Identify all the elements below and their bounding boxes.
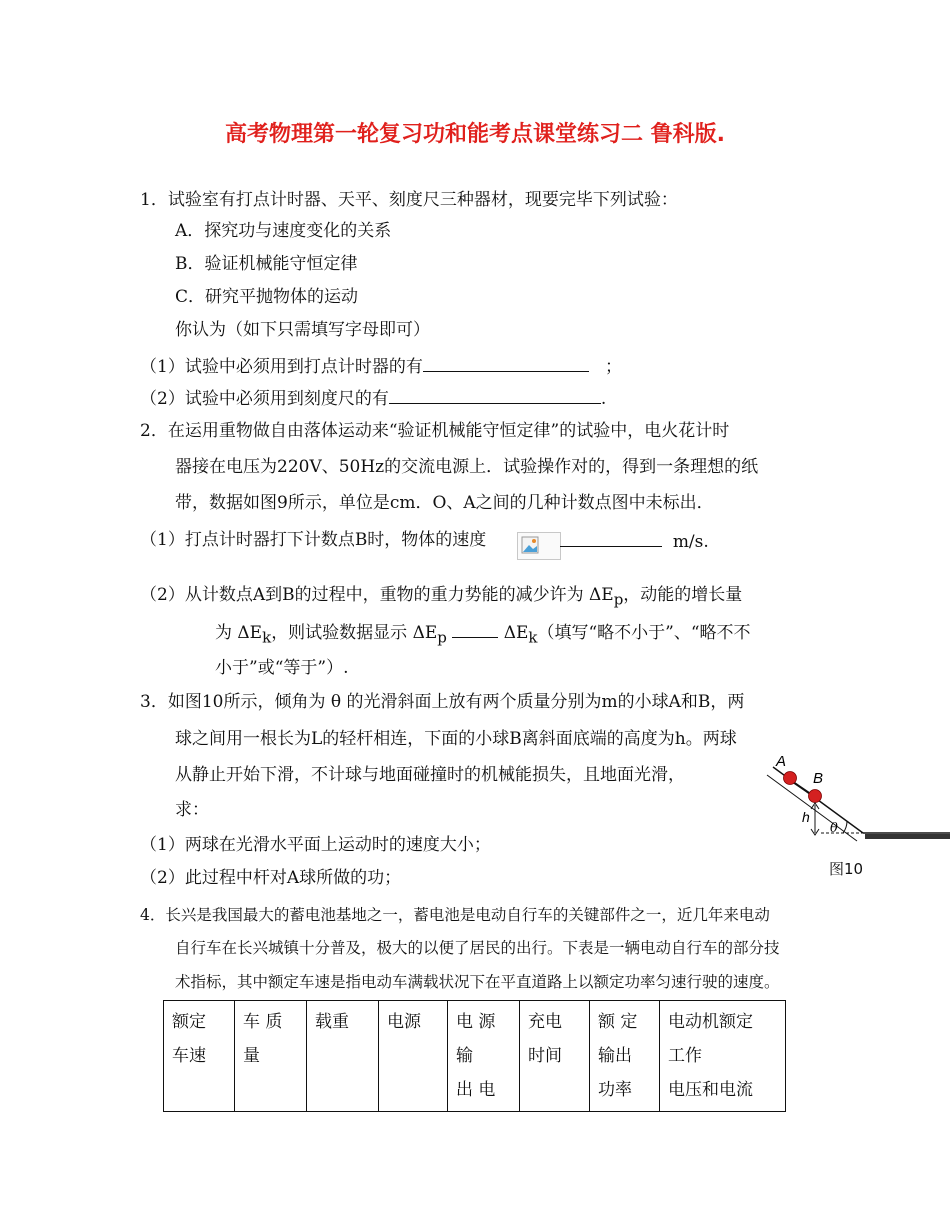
q1-hint: 你认为（如下只需填写字母即可） <box>175 320 430 340</box>
ball-b <box>809 790 822 803</box>
q2-sub1-text: （1）打点计时器打下计数点B时，物体的速度 <box>140 530 487 550</box>
q2-sub2-text-d: ，则试验数据显示 ΔE <box>271 623 438 643</box>
q2-sub2-text-e: ΔE <box>503 623 529 643</box>
subscript-k-2: k <box>528 628 538 647</box>
floor-hatch <box>865 834 950 839</box>
table-header-cell: 载重 <box>307 1001 379 1112</box>
q4-line1: 4．长兴是我国最大的蓄电池基地之一，蓄电池是电动自行车的关键部件之一，近几年来电动 <box>140 906 770 924</box>
q1-sub1-blank <box>423 353 589 372</box>
q3-sub1: （1）两球在光滑水平面上运动时的速度大小； <box>140 835 491 855</box>
incline-figure <box>735 745 950 855</box>
q2-sub1-unit: m/s. <box>672 532 709 552</box>
label-b: B <box>813 770 824 787</box>
q2-sub2-line3: 小于”或“等于”）. <box>215 658 349 678</box>
q1-sub1-text: （1）试验中必须用到打点计时器的有 <box>140 357 423 377</box>
table-header-cell: 电 源 输 出 电 <box>448 1001 520 1112</box>
q2-sub2-text-f: （填写“略不小于”、“略不不 <box>537 623 751 643</box>
q3-line3: 从静止开始下滑，不计球与地面碰撞时的机械能损失，且地面光滑， <box>175 765 685 785</box>
q2-sub2-text-a: （2）从计数点A到B的过程中，重物的重力势能的减少许为 ΔE <box>140 585 614 605</box>
table-header-cell: 充电 时间 <box>520 1001 590 1112</box>
table-header-cell: 车 质 量 <box>235 1001 307 1112</box>
q1-sub1-end: ； <box>605 357 623 377</box>
q2-line2: 器接在电压为220V、50Hz的交流电源上．试验操作对的，得到一条理想的纸 <box>175 457 759 477</box>
subscript-p-2: p <box>437 628 447 647</box>
subscript-p: p <box>613 590 624 609</box>
spec-table <box>163 1000 786 1112</box>
label-a: A <box>776 753 787 770</box>
q2-sub2-text-b: ，动能的增长量 <box>623 585 743 605</box>
broken-image-icon <box>517 532 561 560</box>
table-header-cell: 电源 <box>379 1001 448 1112</box>
table-header-row <box>164 1001 786 1112</box>
page-title: 高考物理第一轮复习功和能考点课堂练习二 鲁科版. <box>224 122 726 147</box>
q1-sub2 <box>140 385 606 411</box>
table-header-cell: 额 定 输出 功率 <box>590 1001 660 1112</box>
q3-line1: 3．如图10所示，倾角为 θ 的光滑斜面上放有两个质量分别为m的小球A和B，两 <box>140 692 745 712</box>
q3-line4: 求： <box>175 800 209 820</box>
figure-caption: 图10 <box>829 860 864 878</box>
q1-stem: 1．试验室有打点计时器、天平、刻度尺三种器材，现要完毕下列试验： <box>140 190 678 210</box>
q1-sub2-blank <box>389 385 601 404</box>
ball-a <box>784 772 797 785</box>
table-header-cell: 额定 车速 <box>164 1001 235 1112</box>
q2-sub2-line1 <box>140 583 742 611</box>
q3-sub2: （2）此过程中杆对A球所做的功； <box>140 868 402 888</box>
q2-sub2-blank <box>452 619 498 638</box>
q2-line1: 2．在运用重物做自由落体运动来“验证机械能守恒定律”的试验中，电火花计时 <box>140 421 730 441</box>
q4-line3: 术指标，其中额定车速是指电动车满载状况下在平直道路上以额定功率匀速行驶的速度。 <box>175 973 780 991</box>
q2-sub2-line2 <box>215 619 751 649</box>
subscript-k: k <box>262 628 272 647</box>
q1-option-a: A．探究功与速度变化的关系 <box>175 221 392 241</box>
q1-option-c: C．研究平抛物体的运动 <box>175 287 359 307</box>
q1-sub2-end: . <box>600 389 607 409</box>
q2-sub1 <box>140 528 486 552</box>
q4-line2: 自行车在长兴城镇十分普及，极大的以便了居民的出行。下表是一辆电动自行车的部分技 <box>175 939 780 957</box>
q1-sub2-text: （2）试验中必须用到刻度尺的有 <box>140 389 389 409</box>
q2-sub2-text-c: 为 ΔE <box>215 623 263 643</box>
q2-sub1-blank <box>560 528 662 547</box>
q1-sub1 <box>140 353 622 379</box>
q3-line2: 球之间用一根长为L的轻杆相连，下面的小球B离斜面底端的高度为h。两球 <box>175 729 737 749</box>
label-theta: θ <box>830 821 838 836</box>
q1-option-b: B．验证机械能守恒定律 <box>175 254 358 274</box>
q2-line3: 带，数据如图9所示，单位是cm．O、A之间的几种计数点图中未标出． <box>175 493 714 513</box>
table-header-cell: 电动机额定 工作 电压和电流 <box>660 1001 786 1112</box>
q2-sub1-answer <box>560 528 709 554</box>
label-h: h <box>802 809 810 825</box>
